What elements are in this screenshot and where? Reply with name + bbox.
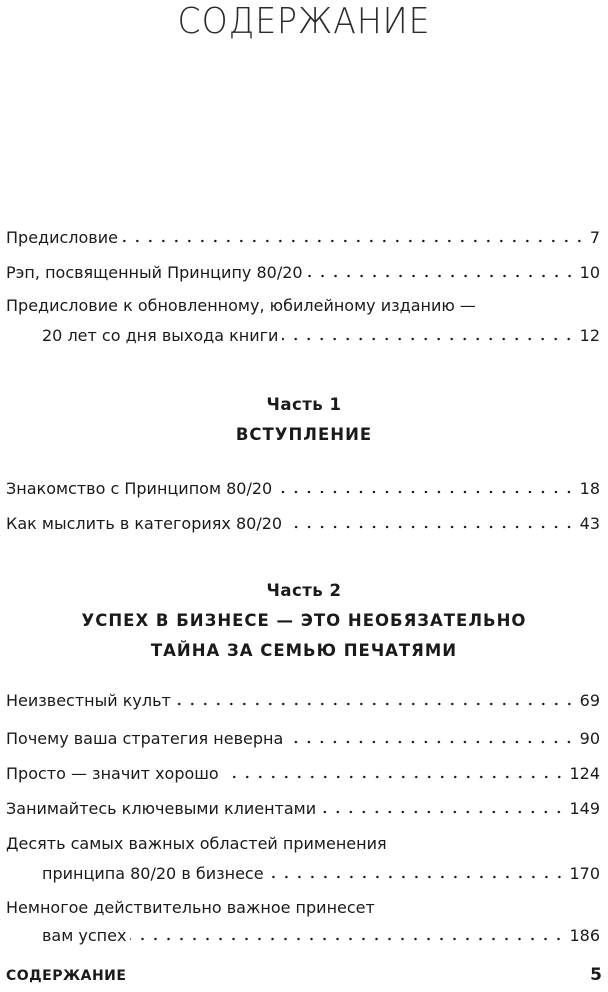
toc-entry-page: 90 — [579, 729, 600, 748]
toc-entry-line — [6, 296, 600, 316]
toc-entry-page: 10 — [579, 263, 600, 282]
toc-entry-page: 186 — [569, 926, 600, 945]
toc-entry-page: 7 — [589, 228, 600, 247]
running-footer-title: СОДЕРЖАНИЕ — [6, 968, 127, 984]
part-title-continued: ТАЙНА ЗА СЕМЬЮ ПЕЧАТЯМИ — [150, 641, 458, 660]
toc-entry-line — [6, 764, 600, 784]
toc-entry-page: 170 — [569, 864, 600, 883]
toc-entry-ten-areas[interactable] — [6, 834, 600, 884]
toc-entry-vital-few[interactable] — [6, 898, 600, 946]
toc-entry-title: Знакомство с Принципом 80/20 — [6, 479, 273, 498]
toc-entry-line — [6, 514, 600, 534]
toc-entry-title-continued: принципа 80/20 в бизнесе — [42, 864, 264, 883]
toc-entry-line — [6, 898, 600, 918]
toc-entry-title: Занимайтесь ключевыми клиентами — [6, 799, 317, 818]
footer-page-number: 5 — [590, 965, 602, 985]
toc-entry-simple-is-good[interactable] — [6, 764, 600, 784]
toc-entry-title: Как мыслить в категориях 80/20 — [6, 514, 283, 533]
toc-entry-line — [6, 926, 600, 946]
dot-leader — [282, 337, 575, 341]
toc-entry-title: Почему ваша стратегия неверна — [6, 729, 284, 748]
toc-entry-page: 18 — [579, 479, 600, 498]
part-title: ВСТУПЛЕНИЕ — [235, 425, 373, 444]
toc-entry-line — [6, 228, 600, 248]
toc-entry-page: 12 — [579, 326, 600, 345]
toc-entry-line — [6, 729, 600, 749]
dot-leader — [130, 937, 565, 941]
toc-entry-wrong-strategy[interactable] — [6, 729, 600, 749]
toc-entry-title: Неизвестный культ — [6, 691, 171, 710]
dot-leader — [223, 775, 566, 779]
toc-entry-page: 69 — [579, 691, 600, 710]
toc-entry-rap[interactable] — [6, 263, 600, 283]
toc-entry-line — [6, 263, 600, 283]
toc-entry-intro-principle[interactable] — [6, 479, 600, 499]
toc-entry-title: Рэп, посвященный Принципу 80/20 — [6, 263, 303, 282]
page-title: СОДЕРЖАНИЕ — [177, 1, 431, 42]
toc-entry-unknown-cult[interactable] — [6, 691, 600, 711]
toc-entry-title: Немногое действительно важное принесет — [6, 898, 375, 917]
toc-entry-line — [6, 834, 600, 854]
toc-entry-title: Десять самых важных областей применения — [6, 834, 387, 853]
part-heading-2 — [0, 576, 608, 666]
part-heading-1 — [0, 390, 608, 450]
part-label: Часть 1 — [266, 395, 342, 414]
toc-entry-line — [6, 864, 600, 884]
dot-leader — [287, 740, 575, 744]
dot-leader — [320, 810, 565, 814]
dot-leader — [307, 274, 576, 278]
toc-entry-page: 43 — [579, 514, 600, 533]
dot-leader — [286, 525, 576, 529]
toc-entry-line — [6, 691, 600, 711]
toc-entry-anniversary-preface[interactable] — [6, 296, 600, 346]
toc-entry-title: Предисловие к обновленному, юбилейному изданию — — [6, 296, 476, 315]
part-title: УСПЕХ В БИЗНЕСЕ — ЭТО НЕОБЯЗАТЕЛЬНО — [81, 611, 527, 630]
toc-entry-title: Предисловие — [6, 228, 118, 247]
toc-entry-title-continued: 20 лет со дня выхода книги — [42, 326, 279, 345]
part-label: Часть 2 — [266, 581, 342, 600]
dot-leader — [122, 239, 586, 243]
dot-leader — [268, 875, 566, 879]
toc-entry-line — [6, 326, 600, 346]
toc-entry-preface[interactable] — [6, 228, 600, 248]
toc-entry-key-clients[interactable] — [6, 799, 600, 819]
toc-entry-line — [6, 479, 600, 499]
toc-entry-page: 149 — [569, 799, 600, 818]
toc-entry-title-continued: вам успех — [42, 926, 127, 945]
toc-entry-page: 124 — [569, 764, 600, 783]
toc-entry-line — [6, 799, 600, 819]
toc-entry-title: Просто — значит хорошо — [6, 764, 219, 783]
dot-leader — [175, 702, 576, 706]
toc-entry-think-8020[interactable] — [6, 514, 600, 534]
dot-leader — [276, 490, 575, 494]
